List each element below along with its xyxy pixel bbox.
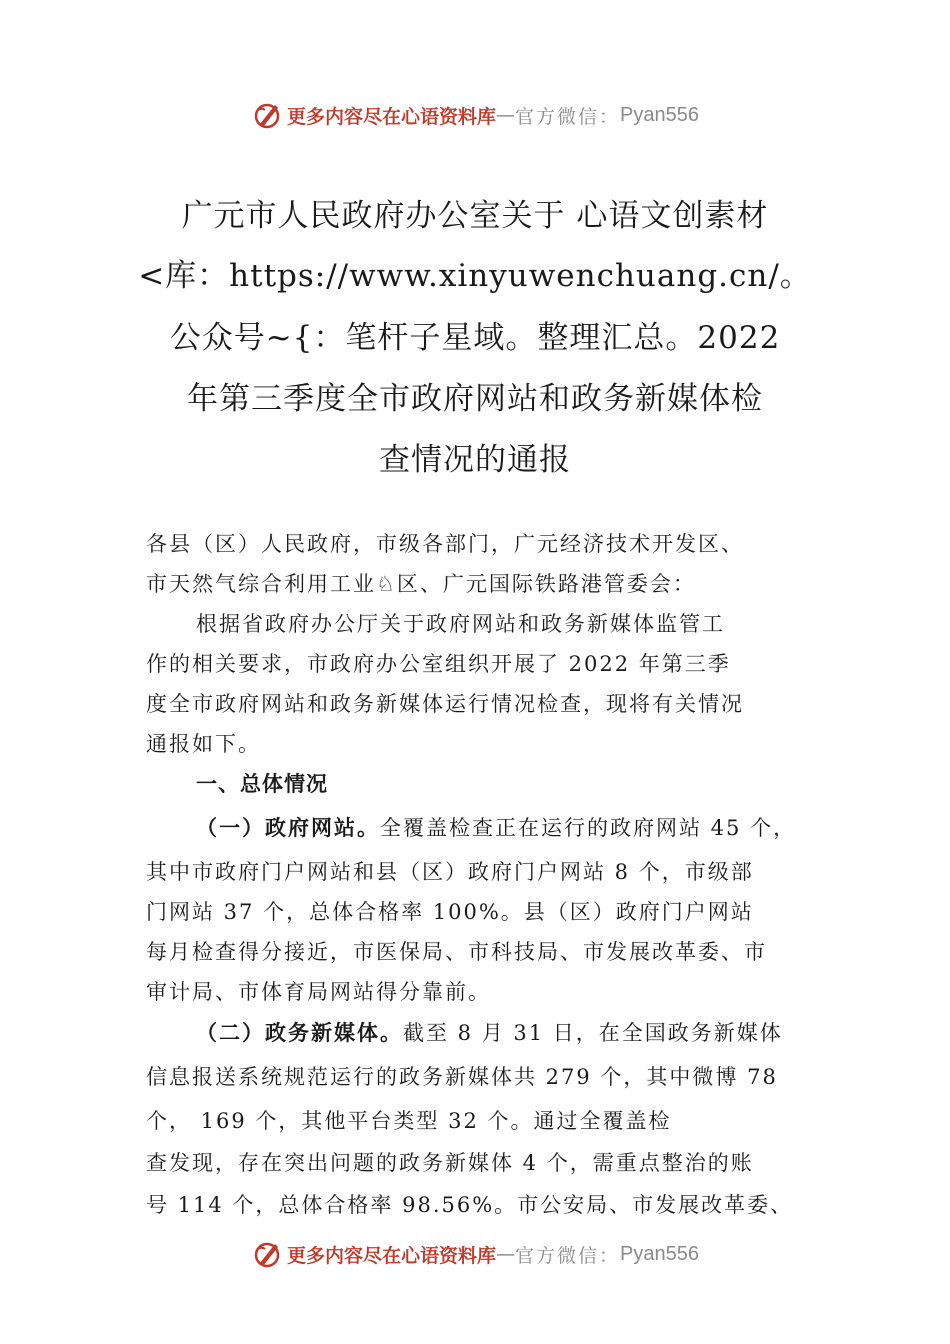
title-line-2: <库：https://www.xinyuwenchuang.cn/。 [138,258,812,294]
intro-line-2: 作的相关要求，市政府办公室组织开展了 2022 年第三季 [146,652,731,676]
pen-logo-icon [251,99,283,131]
websites-para-line-2: 其中市政府门户网站和县（区）政府门户网站 8 个，市级部 [146,860,754,884]
banner-library-text: 更多内容尽在心语资料库 [287,105,497,128]
intro-line-1: 根据省政府办公厅关于政府网站和政务新媒体监管工 [196,612,725,636]
title-line-1: 广元市人民政府办公室关于 心语文创素材 [181,198,769,234]
intro-line-4: 通报如下。 [146,732,261,756]
banner-wechat-label: 官方微信： [515,105,621,128]
banner-wechat-label: 官方微信： [515,1244,621,1267]
websites-para-line-5: 审计局、市体育局网站得分靠前。 [146,980,491,1004]
banner-dash: — [496,104,516,126]
addressee-line-2: 市天然气综合利用工业♘区、广元国际铁路港管委会： [146,572,696,596]
addressee-line-1: 各县（区）人民政府，市级各部门，广元经济技术开发区、 [146,532,744,556]
newmedia-label: （二）政务新媒体。 [196,1020,403,1045]
newmedia-para-line-2: 信息报送系统规范运行的政务新媒体共 279 个，其中微博 78 [146,1065,778,1089]
newmedia-para-line-1 [196,1017,783,1047]
newmedia-para-line-5: 号 114 个，总体合格率 98.56%。市公安局、市发展改革委、 [146,1193,794,1217]
title-line-3: 公众号~{：笔杆子星域。整理汇总。2022 [169,320,781,356]
title-line-4: 年第三季度全市政府网站和政务新媒体检 [187,381,763,417]
newmedia-first-text: 截至 8 月 31 日，在全国政务新媒体 [403,1021,783,1045]
websites-para-line-1 [196,812,796,842]
websites-label: （一）政府网站。 [196,815,380,840]
websites-first-text: 全覆盖检查正在运行的政府网站 45 个， [380,816,797,840]
newmedia-para-line-4: 查发现，存在突出问题的政务新媒体 4 个，需重点整治的账 [146,1151,754,1175]
banner-dash: — [496,1243,516,1265]
banner-wechat-id: Pyan556 [620,1242,699,1265]
intro-line-3: 度全市政府网站和政务新媒体运行情况检查，现将有关情况 [146,692,744,716]
banner-library-text: 更多内容尽在心语资料库 [287,1244,497,1267]
section-heading-overview: 一、总体情况 [196,772,328,796]
header-banner [0,95,950,135]
websites-para-line-3: 门网站 37 个，总体合格率 100%。县（区）政府门户网站 [146,900,754,924]
websites-para-line-4: 每月检查得分接近，市医保局、市科技局、市发展改革委、市 [146,940,767,964]
newmedia-para-line-3: 个， 169 个，其他平台类型 32 个。通过全覆盖检 [146,1109,672,1133]
pen-logo-icon [251,1238,283,1270]
footer-banner [0,1234,950,1274]
title-line-5: 查情况的通报 [379,442,571,478]
banner-wechat-id: Pyan556 [620,103,699,126]
